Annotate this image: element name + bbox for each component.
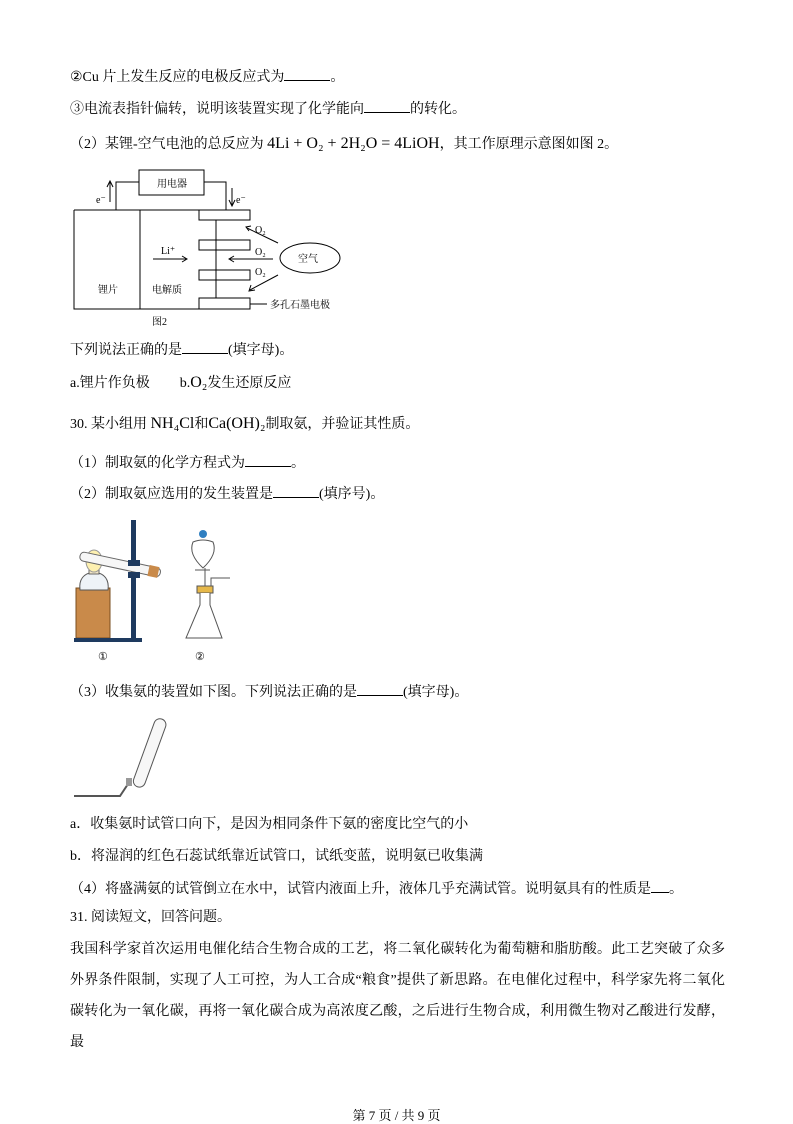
o2-label: O₂ [255, 225, 266, 236]
question-30-option-b: b．将湿润的红色石蕊试纸靠近试管口，试纸变蓝，说明氨已收集满 [70, 849, 483, 864]
question-30-1: （1）制取氨的化学方程式为 。 [70, 452, 305, 473]
electron-label: e⁻ [96, 195, 106, 206]
reading-passage: 我国科学家首次运用电催化结合生物合成的工艺，将二氧化碳转化为葡萄糖和脂肪酸。此工艺突破了众多外界条件限制，实现了人工可控，为人工合成“粮食”提供了新思路。在电催化过程中，科学家先将二氧化碳转化为一氧化碳，再将一氧化碳合成为高浓度乙酸，之后进行生物合成，利用微生物对乙酸进行发酵，最 [70, 942, 725, 1050]
lithium-label: 锂片 [98, 285, 118, 296]
question-li-air-battery: （2）某锂-空气电池的总反应为 4Li + O₂ + 2H₂O = 4LiOH，其工作原理示意图如图 2。 [70, 135, 619, 152]
o2-label: O₂ [255, 247, 266, 258]
option-a: a.锂片作负极 [70, 376, 150, 391]
question-30-3: （3）收集氨的装置如下图。下列说法正确的是 (填字母)。 [70, 681, 468, 702]
page-footer: 第 7 页 / 共 9 页 [352, 1108, 441, 1123]
electrode-label: 多孔石墨电极 [270, 300, 330, 311]
li-ion-label: Li⁺ [161, 246, 176, 257]
answer-blank[interactable] [357, 681, 403, 696]
question-select-correct: 下列说法正确的是 (填字母)。 [70, 339, 293, 360]
answer-blank[interactable] [273, 483, 319, 498]
figure-caption: 图2 [152, 317, 167, 328]
figure-2-battery-diagram [60, 160, 380, 330]
question-energy-conversion: ③电流表指针偏转，说明该装置实现了化学能向 的转化。 [70, 98, 466, 119]
answer-blank[interactable] [364, 98, 410, 113]
collection-tube-figure [70, 712, 170, 802]
question-30-option-a: a．收集氨时试管口向下，是因为相同条件下氨的密度比空气的小 [70, 817, 469, 832]
apparatus-figure [60, 510, 260, 670]
question-cu-electrode: ②Cu 片上发生反应的电极反应式为 。 [70, 66, 344, 87]
answer-blank[interactable] [245, 452, 291, 467]
answer-blank[interactable] [651, 878, 669, 893]
answer-blank[interactable] [284, 66, 330, 81]
answer-blank[interactable] [182, 339, 228, 354]
question-30-2: （2）制取氨应选用的发生装置是 (填序号)。 [70, 483, 384, 504]
apparatus-label-1: ① [98, 651, 108, 663]
question-30-4: （4）将盛满氨的试管倒立在水中，试管内液面上升，液体几乎充满试管。说明氨具有的性质是 。 [70, 878, 683, 899]
options-battery [70, 374, 291, 393]
air-label: 空气 [298, 254, 318, 265]
question-31: 31. 阅读短文，回答问题。 [70, 910, 231, 925]
reaction-equation: 4Li + O₂ + 2H₂O = 4LiOH [267, 135, 440, 152]
electron-label: e⁻ [236, 195, 246, 206]
option-b: b.O₂发生还原反应 [179, 374, 292, 391]
electrolyte-label: 电解质 [152, 285, 182, 296]
device-label: 用电器 [157, 179, 187, 190]
apparatus-label-2: ② [195, 651, 205, 663]
o2-label: O₂ [255, 267, 266, 278]
question-30: 30. 某小组用 NH₄Cl和Ca(OH)₂制取氨，并验证其性质。 [70, 415, 420, 432]
